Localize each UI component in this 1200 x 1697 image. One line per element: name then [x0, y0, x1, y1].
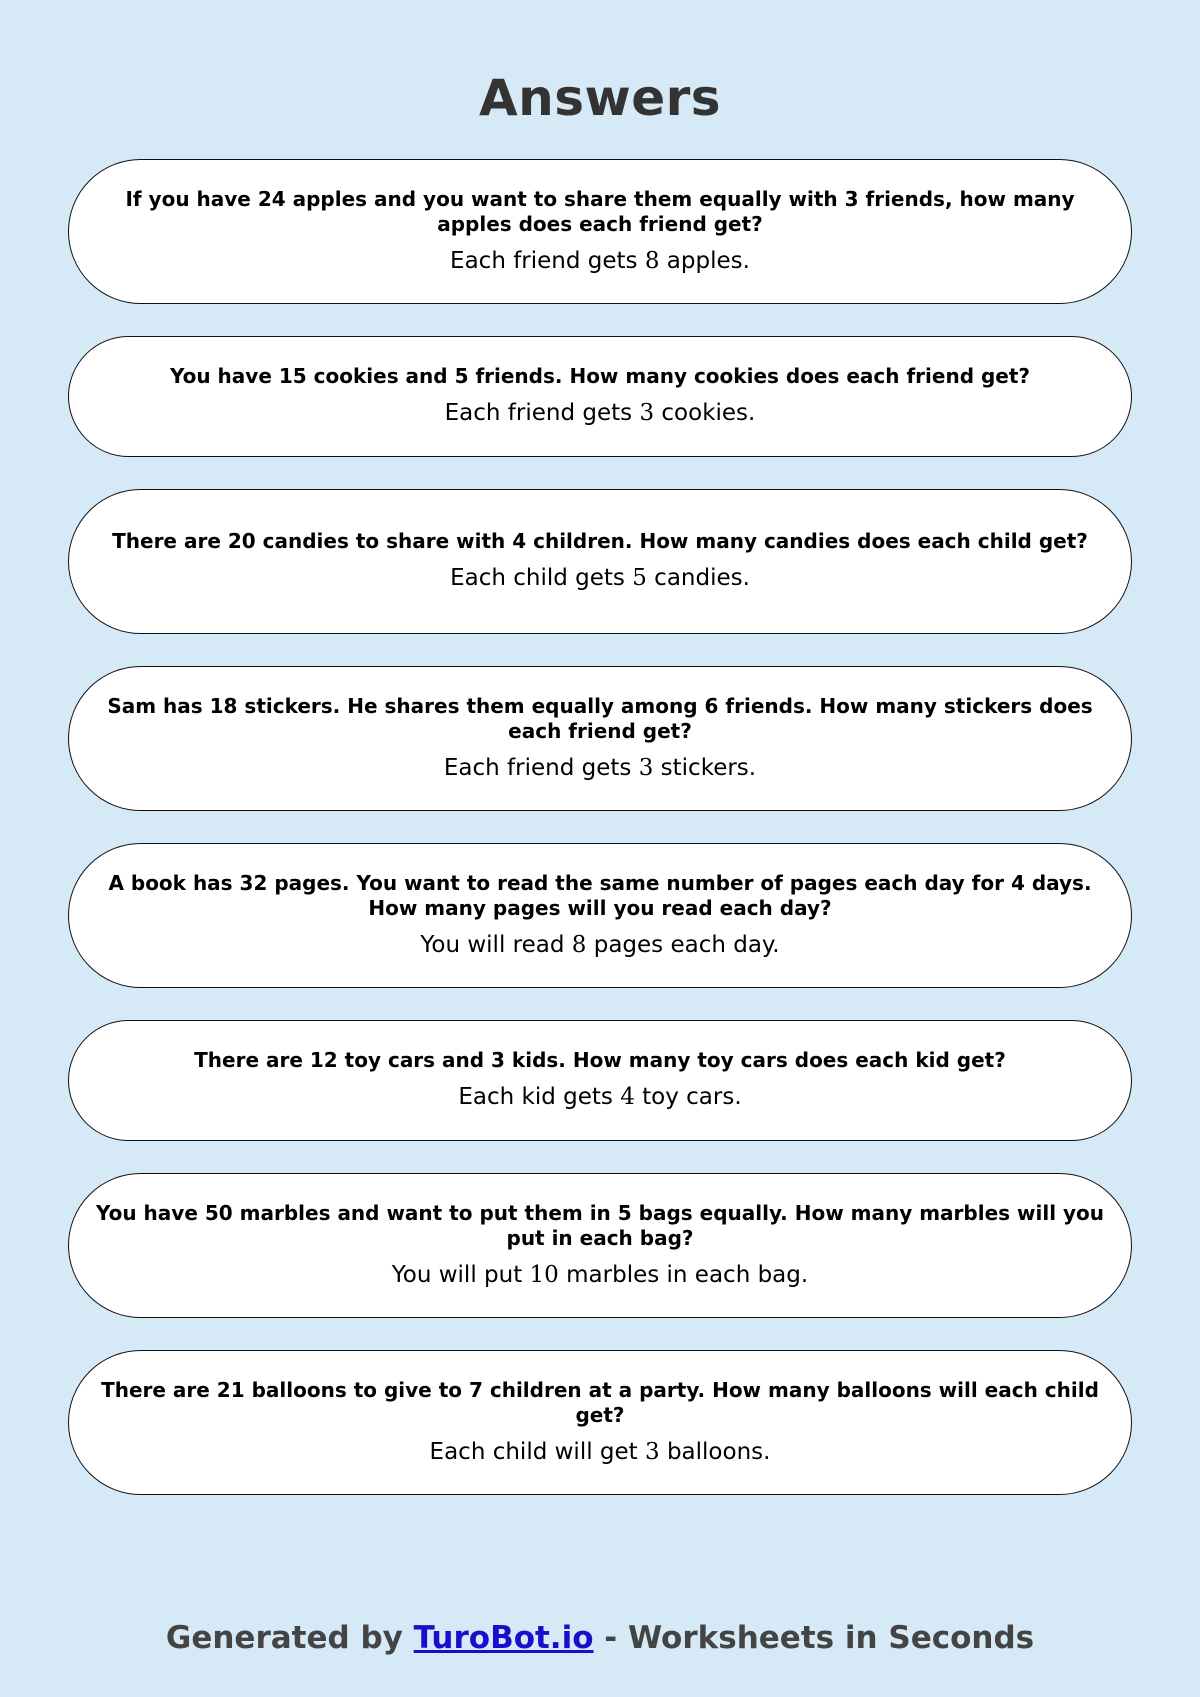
question-text: If you have 24 apples and you want to share them equally with 3 friends, how many apples does each friend get?: [125, 186, 1075, 236]
answer-text-before: You will read: [420, 931, 572, 958]
answer-text: [91, 929, 1109, 961]
answer-text-after: pages each day.: [586, 931, 780, 958]
answer-text: [91, 397, 1109, 429]
answer-text-before: Each friend gets: [450, 247, 645, 274]
answer-number: 4: [620, 1084, 635, 1110]
page-title: Answers: [478, 69, 722, 127]
question-text: A book has 32 pages. You want to read the same number of pages each day for 4 days. How many pages will you read each day?: [108, 870, 1092, 920]
answer-text: [91, 245, 1109, 277]
answer-card: [68, 666, 1132, 811]
answer-card: [68, 336, 1132, 457]
turobot-link[interactable]: TuroBot.io: [413, 1620, 594, 1656]
answer-number: 8: [571, 931, 587, 958]
answer-text: [91, 1081, 1109, 1113]
answer-number: 3: [645, 1438, 660, 1465]
answer-card: [68, 1020, 1132, 1141]
footer-credit: [0, 1618, 1200, 1658]
answer-text-after: apples.: [659, 247, 750, 274]
answer-number: 3: [639, 400, 655, 426]
footer-prefix: Generated by: [165, 1620, 414, 1656]
answer-text-before: You will put: [391, 1261, 530, 1288]
answer-text-before: Each friend gets: [443, 754, 639, 781]
answer-text-after: cookies.: [654, 400, 756, 426]
answer-card: [68, 489, 1132, 634]
answer-text-before: Each child will get: [429, 1438, 645, 1465]
question-text: You have 50 marbles and want to put them in 5 bags equally. How many marbles will you put in each bag?: [95, 1200, 1105, 1250]
answer-card: [68, 843, 1132, 988]
question-text: There are 12 toy cars and 3 kids. How many toy cars does each kid get?: [194, 1048, 1006, 1072]
answer-number: 8: [644, 247, 660, 274]
question-text: You have 15 cookies and 5 friends. How many cookies does each friend get?: [169, 364, 1031, 388]
answer-text-after: balloons.: [659, 1438, 771, 1465]
answer-text: [91, 1259, 1109, 1291]
footer-suffix: - Worksheets in Seconds: [593, 1620, 1035, 1656]
answer-card: [68, 1173, 1132, 1318]
answer-list: [68, 159, 1132, 1527]
answer-text-before: Each kid gets: [458, 1084, 621, 1110]
answer-text-before: Each friend gets: [444, 400, 640, 426]
answer-number: 3: [638, 754, 654, 781]
question-text: There are 21 balloons to give to 7 children at a party. How many balloons will each child get?: [101, 1377, 1099, 1427]
question-text: Sam has 18 stickers. He shares them equally among 6 friends. How many stickers does each friend get?: [107, 693, 1093, 743]
answer-number: 10: [529, 1261, 559, 1288]
answer-text-after: stickers.: [653, 754, 757, 781]
answer-text: [91, 562, 1109, 594]
answer-number: 5: [632, 565, 647, 591]
answer-text: [91, 752, 1109, 784]
answer-text-after: marbles in each bag.: [558, 1261, 809, 1288]
answer-text-after: toy cars.: [634, 1084, 742, 1110]
answer-card: [68, 159, 1132, 304]
answer-text: [91, 1436, 1109, 1468]
answer-card: [68, 1350, 1132, 1495]
answer-text-after: candies.: [646, 565, 750, 591]
question-text: There are 20 candies to share with 4 children. How many candies does each child get?: [112, 529, 1088, 553]
answer-text-before: Each child gets: [450, 565, 633, 591]
